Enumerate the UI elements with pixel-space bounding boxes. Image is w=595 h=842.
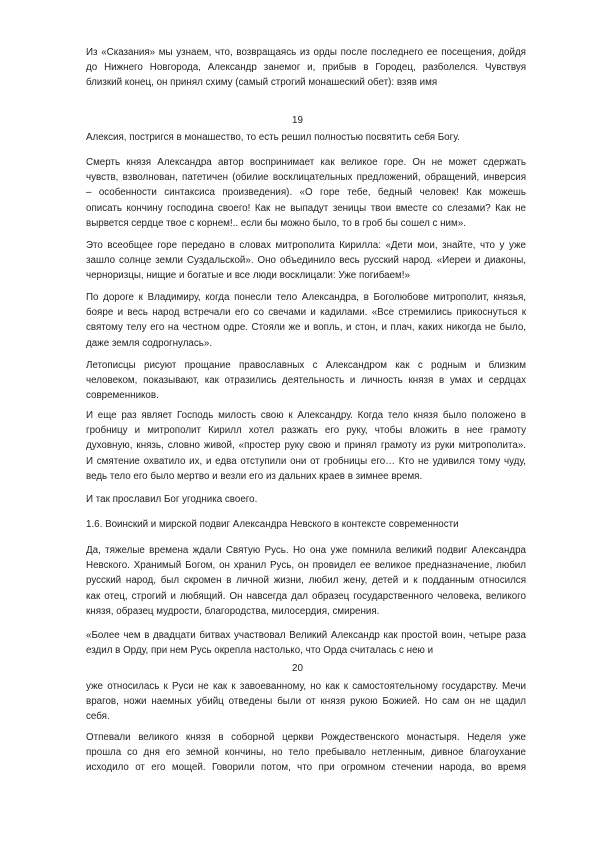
text-line: человеком, показывают, как отразились деятельность и личность князя в умах и сердцах xyxy=(86,375,526,387)
paragraph-alexiy xyxy=(86,130,526,145)
text-line: Из «Сказания» мы узнаем, что, возвращаясь из орды после последнего ее посещения, дойдя xyxy=(86,47,526,58)
text-line: современников. xyxy=(86,390,159,402)
text-line: зашло солнце земли Суздальской». Оно объединило весь русский народ. «Иереи и диаконы, xyxy=(86,255,526,267)
paragraph-independent-state xyxy=(86,679,526,725)
text-line: себя. xyxy=(86,711,110,723)
text-line: до Нижнего Новгорода, Александр занемог и, прибыв в Городец, разболелся. Чувствуя xyxy=(86,62,526,74)
text-line: Это всеобщее горе передано в словах митрополита Кирилла: «Дети мои, знайте, что у уже xyxy=(86,240,526,251)
text-line: описать кончину господина своего! Как не выпадут зеницы твои вместе со слезами? Как не xyxy=(86,202,526,214)
paragraph-funeral xyxy=(86,730,526,776)
paragraph-kirill xyxy=(86,238,526,284)
paragraph-death-grief xyxy=(86,155,526,231)
text-line: врагов, ножи наемных убийц отведены были от князя рукою Божией. Но сам он не щадил xyxy=(86,696,526,708)
text-line: 1.6. Воинский и мирской подвиг Александра Невского в контексте современности xyxy=(86,519,459,530)
paragraph-vladimir xyxy=(86,290,526,351)
section-heading xyxy=(86,517,526,532)
text-line: близкий конец, он принял схиму (самый строгий монашеский обет): взяв имя xyxy=(86,77,438,89)
text-line: исходило от его мощей. Говорили потом, что при огромном стечении народа, во время xyxy=(86,762,526,774)
text-line: Невского. Хранимый Богом, он хранил Русь, он провидел ее великое предназначение, любил xyxy=(86,560,526,572)
text-line: И еще раз являет Господь милость свою к Александру. Когда тело князя было положено в xyxy=(86,410,526,421)
text-line: святому телу его на честном одре. Стояли же и вопль, и стон, и плач, каких никогда не было, xyxy=(86,322,526,334)
text-line: гробницу и митрополит Кирилл хотел разжать его руку, чтобы вложить в нее грамоту xyxy=(86,425,526,437)
text-line: черноризцы, нищие и богатые и все люди восклицали: Уже погибаем!» xyxy=(86,270,410,282)
text-line: как отец, строгий и любящий. Он навсегда дал образец государственного человека, великого xyxy=(86,590,526,602)
paragraph-battles xyxy=(86,628,526,658)
paragraph-skazanie xyxy=(86,45,526,91)
text-line: Да, тяжелые времена ждали Святую Русь. Но она уже помнила великий подвиг Александра xyxy=(86,545,526,556)
text-line: чувств, взволнован, патетичен (обилие восклицательных предложений, обращений, инверсия xyxy=(86,172,526,184)
text-line: Летописцы рисуют прощание православных с Александром как с родным и близким xyxy=(86,360,526,371)
text-line: Алексия, постригся в монашество, то есть решил полностью посвятить себя Богу. xyxy=(86,132,460,143)
page-number: 19 xyxy=(292,115,303,126)
text-line: духовную, князь, словно живой, «простер руку свою и принял грамоту из руки митрополита». xyxy=(86,440,526,452)
text-line: И смятение охватило их, и едва отступили они от гробницы его… Кто не удивился тому чуду, xyxy=(86,455,526,467)
text-line: «Более чем в двадцати битвах участвовал Великий Александр как простой воин, четыре раза xyxy=(86,630,526,641)
text-line: даже земля содрогнулась». xyxy=(86,337,213,349)
text-line: прошла со дня его земной кончины, но тело пребывало нетленным, дивное благоухание xyxy=(86,747,526,759)
text-line: ездил в Орду, при нем Русь окрепла настолько, что Орда считалась с нею и xyxy=(86,645,434,657)
paragraph-chroniclers xyxy=(86,358,526,404)
text-line: бояре и весь народ встречали его со свечами и кадилами. «Все стремились прикоснуться к xyxy=(86,307,526,319)
text-line: князя, образец мудрости, благородства, милосердия, смирения. xyxy=(86,605,380,617)
text-line: ведь тело его было мертво и везли его из дальних краев в зимнее время. xyxy=(86,470,423,482)
text-line: Отпевали великого князя в соборной церкви Рождественского монастыря. Неделя уже xyxy=(86,732,526,743)
text-line: – особенности синтаксиса произведения). «О горе тебе, бедный человек! Как можешь xyxy=(86,187,526,199)
text-line: И так прославил Бог угодника своего. xyxy=(86,494,258,505)
text-line: вырвется сердце твое с корнем!.. если бы можно было, то в гроб бы сошел с ним». xyxy=(86,217,466,229)
text-line: По дороге к Владимиру, когда понесли тело Александра, в Боголюбове митрополит, князья, xyxy=(86,292,526,303)
text-line: русский народ, был скромен в личной жизни, любил жену, детей и к подданным относился xyxy=(86,575,526,587)
text-line: Смерть князя Александра автор воспринимает как великое горе. Он не может сдержать xyxy=(86,157,526,168)
paragraph-hard-times xyxy=(86,543,526,619)
paragraph-glorified xyxy=(86,492,526,507)
text-line: уже относилась к Руси не как к завоеванному, но как к самостоятельному государству. Мечи xyxy=(86,681,526,692)
paragraph-miracle xyxy=(86,408,526,484)
page-number: 20 xyxy=(292,663,303,674)
